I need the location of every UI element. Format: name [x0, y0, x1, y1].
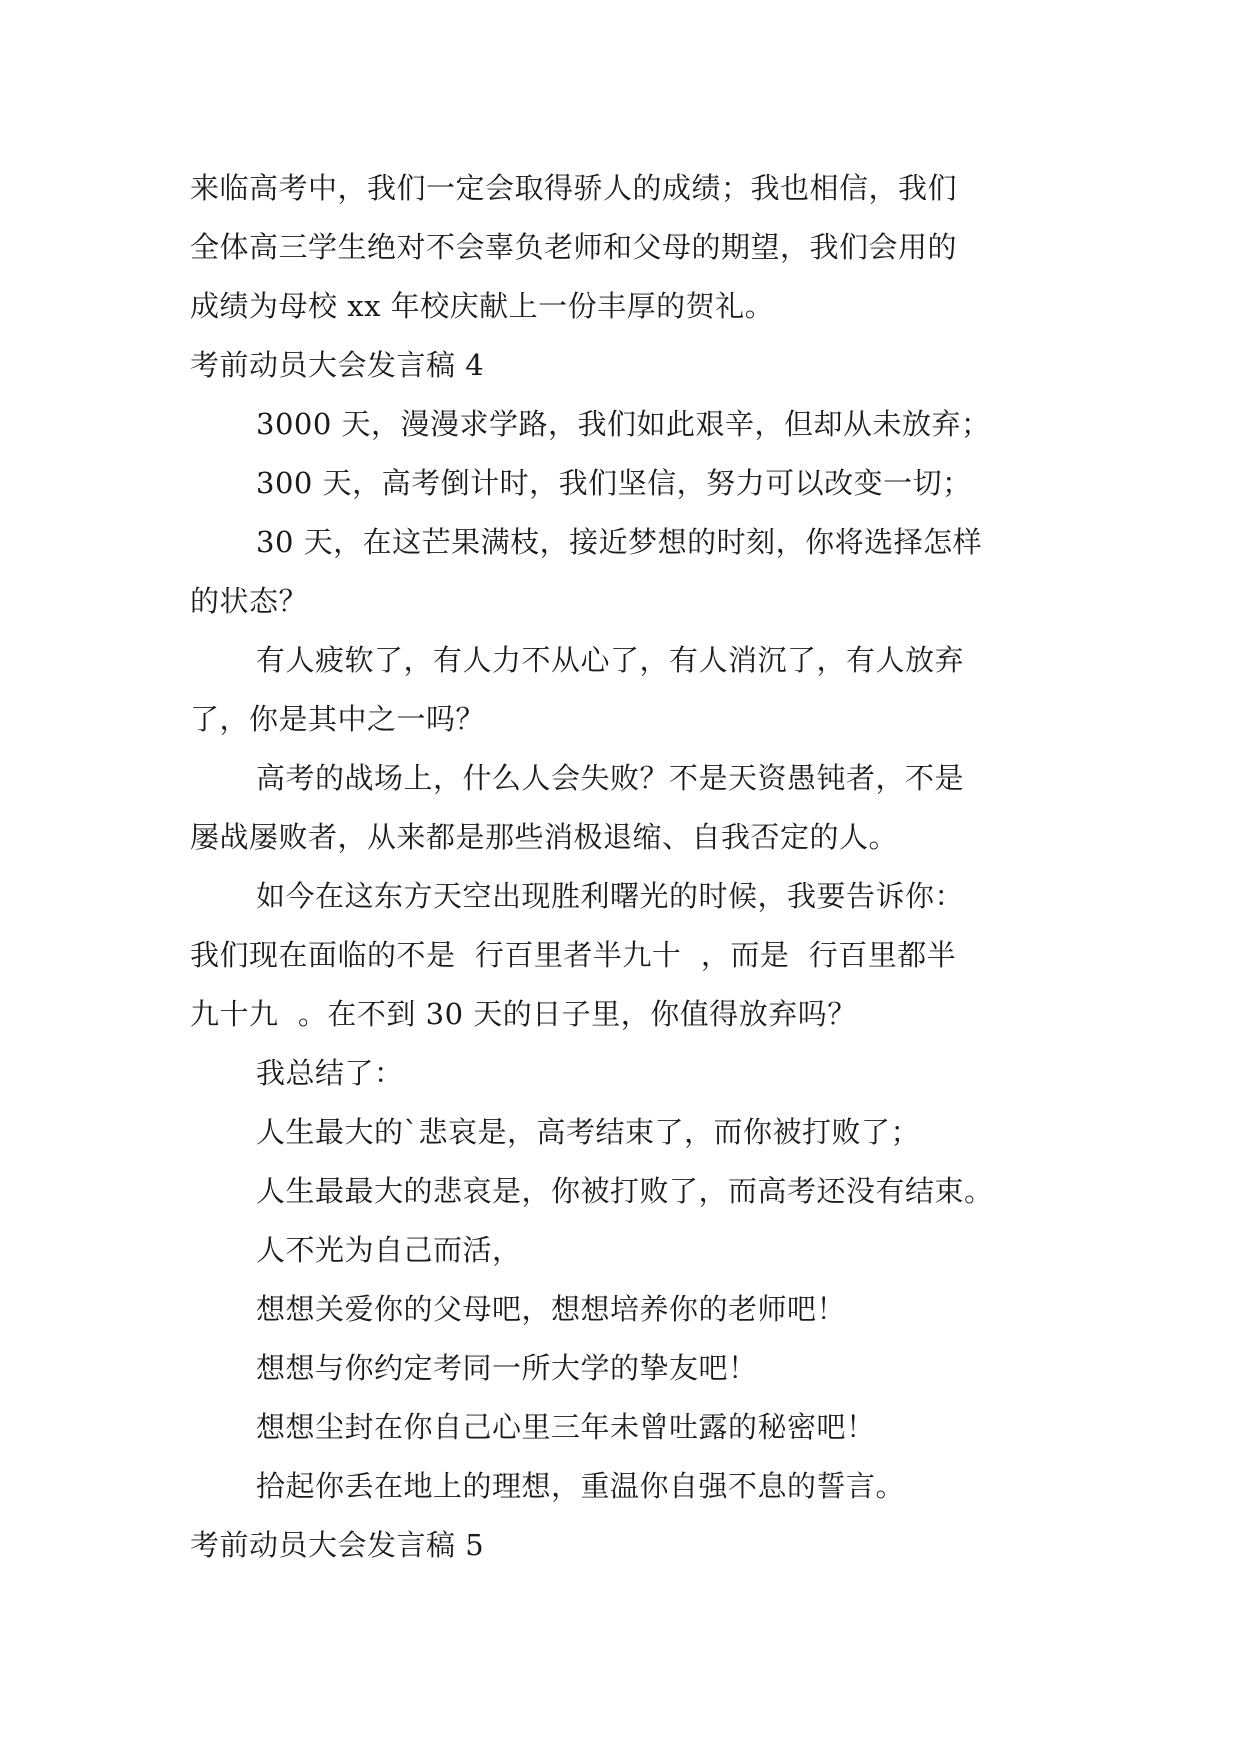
body-line: 想想关爱你的父母吧，想想培养你的老师吧！ [256, 1292, 847, 1326]
body-line: 人生最大的`悲哀是，高考结束了，而你被打败了； [256, 1115, 921, 1149]
body-line: 我们现在面临的不是 行百里者半九十 ，而是 行百里都半 [190, 938, 957, 972]
body-line: 全体高三学生绝对不会辜负老师和父母的期望，我们会用的 [190, 230, 958, 264]
body-line: 300 天，高考倒计时，我们坚信，努力可以改变一切； [256, 466, 972, 500]
body-line: 想想与你约定考同一所大学的挚友吧！ [256, 1351, 758, 1385]
body-line: 我总结了： [256, 1056, 404, 1090]
body-line: 人生最最大的悲哀是，你被打败了，而高考还没有结束。 [256, 1174, 994, 1208]
body-line: 成绩为母校 xx 年校庆献上一份丰厚的贺礼。 [190, 289, 775, 323]
body-line: 想想尘封在你自己心里三年未曾吐露的秘密吧！ [256, 1410, 876, 1444]
body-line: 有人疲软了，有人力不从心了，有人消沉了，有人放弃 [256, 643, 965, 677]
body-line: 如今在这东方天空出现胜利曙光的时候，我要告诉你： [256, 879, 965, 913]
body-line: 屡战屡败者，从来都是那些消极退缩、自我否定的人。 [190, 820, 899, 854]
body-line: 3000 天，漫漫求学路，我们如此艰辛，但却从未放弃； [256, 407, 991, 441]
body-line: 拾起你丢在地上的理想，重温你自强不息的誓言。 [256, 1469, 906, 1503]
body-line: 人不光为自己而活， [256, 1233, 522, 1267]
body-line: 了，你是其中之一吗？ [190, 702, 486, 736]
body-line: 九十九 。在不到 30 天的日子里，你值得放弃吗？ [190, 997, 857, 1031]
body-line: 的状态？ [190, 584, 309, 618]
body-line: 高考的战场上，什么人会失败？不是天资愚钝者，不是 [256, 761, 965, 795]
body-line: 30 天，在这芒果满枝，接近梦想的时刻，你将选择怎样 [256, 525, 983, 559]
section-heading: 考前动员大会发言稿 4 [190, 348, 485, 382]
section-heading: 考前动员大会发言稿 5 [190, 1528, 485, 1562]
body-line: 来临高考中，我们一定会取得骄人的成绩；我也相信，我们 [190, 171, 958, 205]
